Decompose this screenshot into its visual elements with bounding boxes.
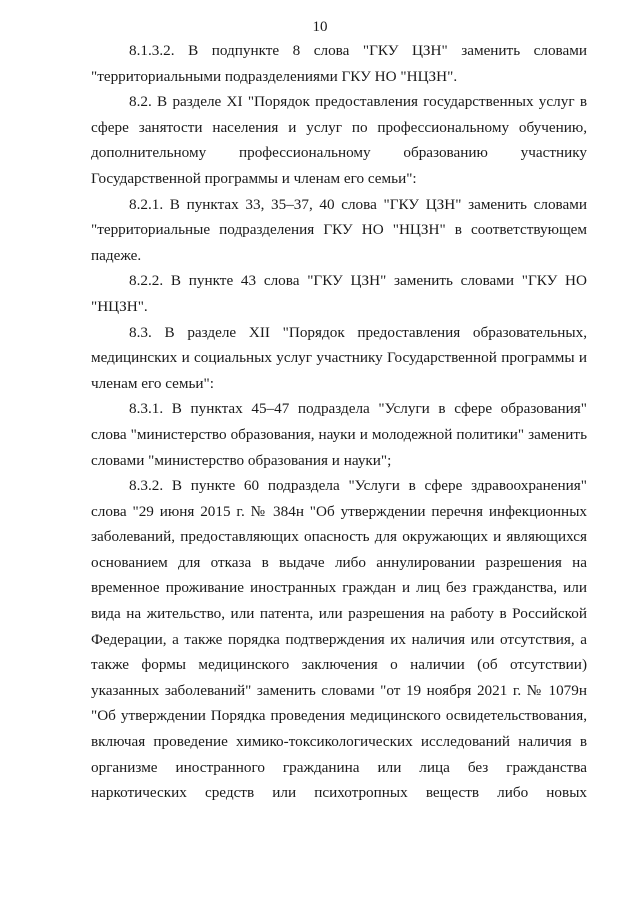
paragraph-line: 8.1.3.2. В подпункте 8 слова "ГКУ ЦЗН" заменить словами bbox=[129, 42, 587, 59]
paragraph-line: 8.2.1. В пунктах 33, 35–37, 40 слова "ГКУ ЦЗН" заменить словами bbox=[129, 195, 587, 213]
paragraph-p-8-3-1 bbox=[91, 396, 587, 473]
paragraph-line: временное проживание иностранных граждан и лиц без гражданства, или bbox=[91, 579, 587, 597]
paragraph-p-8-2-1 bbox=[91, 192, 587, 269]
paragraph-line: "НЦЗН". bbox=[91, 297, 148, 315]
paragraph-p-8-1-3-2 bbox=[91, 38, 587, 89]
paragraph-p-8-2-2 bbox=[91, 268, 587, 319]
paragraph-line: Федерации, а также порядка подтверждения их наличия или отсутствия, а bbox=[91, 630, 587, 648]
paragraph-line: падеже. bbox=[91, 246, 142, 264]
paragraph-line: также формы медицинского заключения о наличии (об отсутствии) bbox=[91, 656, 587, 674]
paragraph-line: "территориальные подразделения ГКУ НО "НЦЗН" в соответствующем bbox=[91, 221, 587, 239]
paragraph-line: слова "министерство образования, науки и молодежной политики" заменить bbox=[91, 425, 587, 443]
paragraph-line: "Об утверждении Порядка проведения медицинского освидетельствования, bbox=[91, 707, 587, 725]
paragraph-line: Государственной программы и членам его семьи": bbox=[91, 169, 417, 187]
paragraph-line: организме иностранного гражданина или лица без гражданства bbox=[91, 758, 587, 776]
paragraph-p-8-2 bbox=[91, 89, 587, 191]
paragraph-line: членам его семьи": bbox=[91, 374, 214, 392]
document-body bbox=[91, 38, 587, 806]
paragraph-line: сфере занятости населения и услуг по профессиональному обучению, bbox=[91, 118, 587, 136]
paragraph-line: медицинских и социальных услуг участнику Государственной программы и bbox=[91, 349, 587, 367]
paragraph-line: слова "29 июня 2015 г. № 384н "Об утверждении перечня инфекционных bbox=[91, 502, 587, 520]
paragraph-line: указанных заболеваний" заменить словами "от 19 ноября 2021 г. № 1079н bbox=[91, 681, 587, 699]
page-number: 10 bbox=[312, 19, 328, 35]
paragraph-p-8-3 bbox=[91, 320, 587, 397]
paragraph-line: дополнительному профессиональному образованию участнику bbox=[91, 144, 587, 162]
paragraph-line: "территориальными подразделениями ГКУ НО "НЦЗН". bbox=[91, 67, 458, 85]
paragraph-line: заболеваний, предоставляющих опасность для окружающих и являющихся bbox=[91, 528, 587, 546]
paragraph-line: 8.2. В разделе XI "Порядок предоставления государственных услуг в bbox=[129, 93, 587, 111]
paragraph-line: словами "министерство образования и науки"; bbox=[91, 451, 392, 469]
paragraph-line: 8.3.2. В пункте 60 подраздела "Услуги в сфере здравоохранения" bbox=[129, 477, 587, 495]
paragraph-p-8-3-2 bbox=[91, 473, 587, 806]
paragraph-line: наркотических средств или психотропных веществ либо новых bbox=[91, 784, 587, 802]
paragraph-line: 8.2.2. В пункте 43 слова "ГКУ ЦЗН" заменить словами "ГКУ НО bbox=[129, 272, 587, 290]
paragraph-line: включая проведение химико-токсикологических исследований наличия в bbox=[91, 733, 587, 751]
paragraph-line: основанием для отказа в выдаче либо аннулировании разрешения на bbox=[91, 553, 587, 571]
paragraph-line: вида на жительство, или патента, или разрешения на работу в Российской bbox=[91, 605, 587, 623]
paragraph-line: 8.3. В разделе XII "Порядок предоставления образовательных, bbox=[129, 323, 587, 341]
paragraph-line: 8.3.1. В пунктах 45–47 подраздела "Услуги в сфере образования" bbox=[129, 400, 587, 418]
